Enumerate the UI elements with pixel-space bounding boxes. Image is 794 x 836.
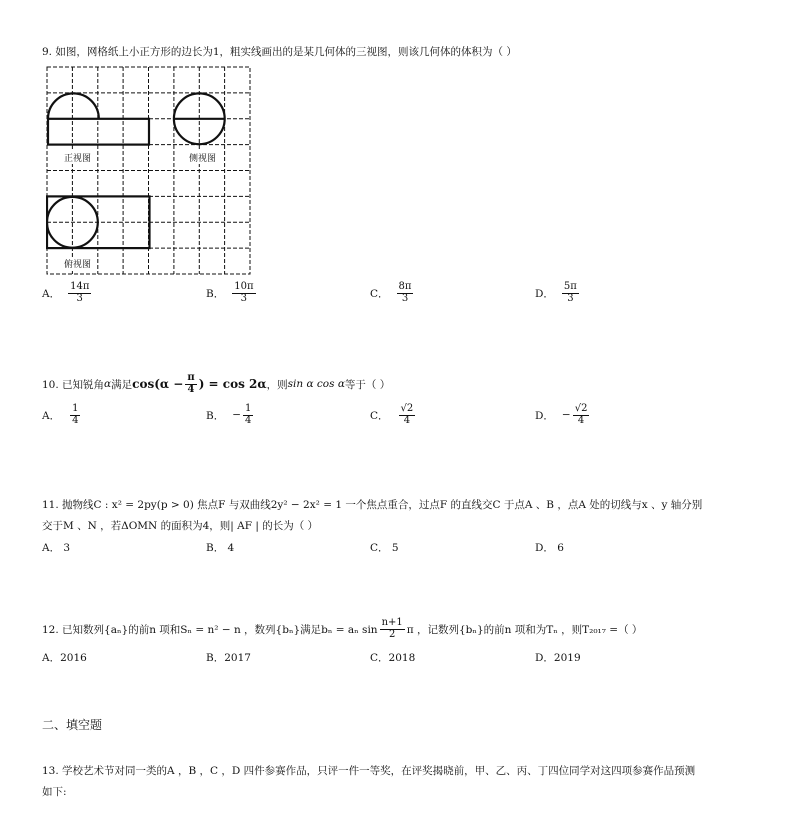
q10-option-c[interactable]: C． $\frac{√2}{4}$ [370, 403, 414, 426]
q9-option-b[interactable]: B． $\frac{10\pi}{3}$ [206, 281, 254, 304]
q9-option-a[interactable]: A． $\frac{14\pi}{3}$ [42, 281, 90, 304]
q10-stem: 10. 已知锐角 α 满足 cos(α − $\frac{\pi}{4}$ ) = cos 2α ，则 sin α cos α 等于（ ） [42, 372, 391, 395]
q11-option-b[interactable]: B． 4 [206, 542, 235, 554]
q10-option-a[interactable]: A． $\frac{1}{4}$ [42, 403, 79, 426]
q12-option-b[interactable]: B．2017 [206, 652, 251, 664]
section-fill-in-header: 二、填空题 [42, 718, 103, 732]
front-view-shape [48, 93, 149, 144]
q12-option-d[interactable]: D．2019 [535, 652, 581, 664]
q11-stem-line2: 交于M 、N ，若ΔOMN 的面积为4，则| AF | 的长为（ ） [42, 520, 319, 532]
q10-option-d[interactable]: D． − $\frac{√2}{4}$ [535, 403, 588, 426]
q12-option-a[interactable]: A．2016 [42, 652, 87, 664]
q9-stem: 9. 如图，网格纸上小正方形的边长为1，粗实线画出的是某几何体的三视图，则该几何体的体积为（ ） [42, 46, 517, 58]
q13-stem-line2: 如下: [42, 786, 67, 798]
top-view-label: 俯视图 [64, 260, 92, 270]
q12-option-c[interactable]: C．2018 [370, 652, 416, 664]
q13-stem-line1: 13. 学校艺术节对同一类的A ，B ，C ，D 四件参赛作品，只评一件一等奖，在评奖揭晓前，甲、乙、丙、丁四位同学对这四项参赛作品预测 [42, 765, 696, 777]
front-view-label: 正视图 [64, 154, 92, 164]
q11-option-c[interactable]: C． 5 [370, 542, 399, 554]
q9-option-d[interactable]: D． $\frac{5\pi}{3}$ [535, 281, 577, 304]
q9-option-c[interactable]: C． $\frac{8\pi}{3}$ [370, 281, 412, 304]
q11-option-d[interactable]: D． 6 [535, 542, 564, 554]
q11-option-a[interactable]: A． 3 [42, 542, 71, 554]
q11-stem-line1: 11. 抛物线C : x² = 2py(p > 0) 焦点F 与双曲线2y² − 2x² = 1 一个焦点重合，过点F 的直线交C 于点A 、B ，点A 处的切线与x 、y 轴分别 [42, 499, 703, 511]
side-view-label: 侧视图 [189, 154, 217, 164]
q12-stem: 12. 已知数列{aₙ}的前n 项和Sₙ = n² − n ，数列{bₙ}满足bₙ = aₙ sin $\frac{n+1}{2}$ π ，记数列{bₙ}的前n 项和为Tₙ ，则T₂₀₁₇ =（ ） [42, 617, 643, 640]
three-view-figure [46, 66, 254, 278]
q10-option-b[interactable]: B． − $\frac{1}{4}$ [206, 403, 252, 426]
